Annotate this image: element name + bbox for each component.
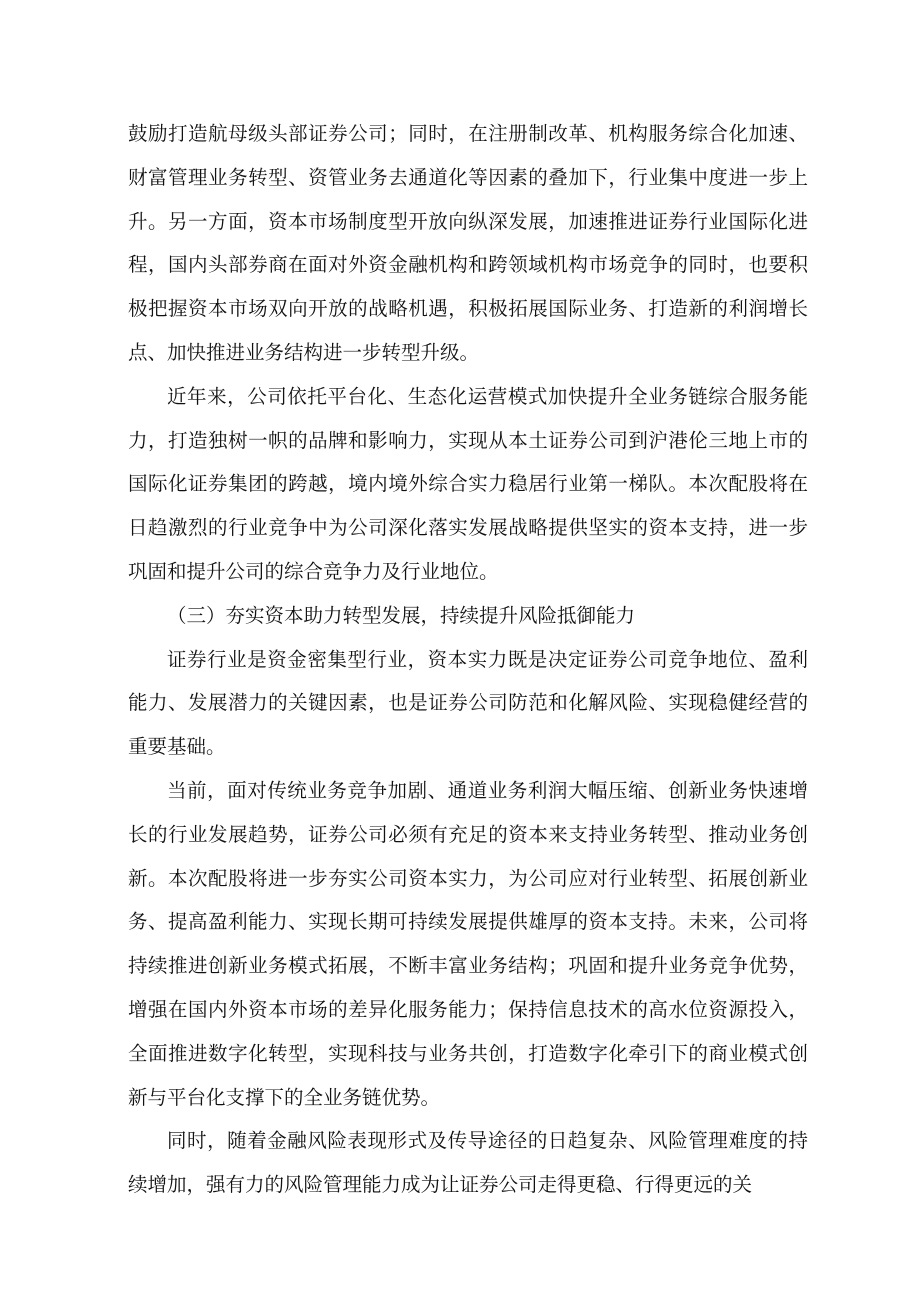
section-heading-capital-risk: （三）夯实资本助力转型发展，持续提升风险抵御能力 [167,603,636,627]
paragraph-business-transformation: 当前，面对传统业务竞争加剧、通道业务利润大幅压缩、创新业务快速增长的行业发展趋势，证券公司必须有充足的资本来支持业务转型、推动业务创新。本次配股将进一步夯实公司资本实力，为公司应对行业转型、拓展创新业务、提高盈利能力、实现长期可持续发展提供雄厚的资本支持。未来，公司将持续推进创新业务模式拓展，不断丰富业务结构；巩固和提升业务竞争优势，增强在国内外资本市场的差异化服务能力；保持信息技术的高水位资源投入，全面推进数字化转型，实现科技与业务共创，打造数字化牵引下的商业模式创新与平台化支撑下的全业务链优势。 [128,778,808,1109]
document-body [128,112,808,1207]
paragraph-company-platform: 近年来，公司依托平台化、生态化运营模式加快提升全业务链综合服务能力，打造独树一帜的品牌和影响力，实现从本土证券公司到沪港伦三地上市的国际化证券集团的跨越，境内境外综合实力稳居行业第一梯队。本次配股将在日趋激烈的行业竞争中为公司深化落实发展战略提供坚实的资本支持，进一步巩固和提升公司的综合竞争力及行业地位。 [128,384,808,583]
paragraph-capital-intensive: 证券行业是资金密集型行业，资本实力既是决定证券公司竞争地位、盈利能力、发展潜力的关键因素，也是证券公司防范和化解风险、实现稳健经营的重要基础。 [128,647,808,759]
paragraph-risk-management: 同时，随着金融风险表现形式及传导途径的日趋复杂、风险管理难度的持续增加，强有力的风险管理能力成为让证券公司走得更稳、行得更远的关 [128,1129,808,1197]
paragraph-industry-concentration: 鼓励打造航母级头部证券公司；同时，在注册制改革、机构服务综合化加速、财富管理业务转型、资管业务去通道化等因素的叠加下，行业集中度进一步上升。另一方面，资本市场制度型开放向纵深发展，加速推进证券行业国际化进程，国内头部券商在面对外资金融机构和跨领域机构市场竞争的同时，也要积极把握资本市场双向开放的战略机遇，积极拓展国际业务、打造新的利润增长点、加快推进业务结构进一步转型升级。 [128,122,808,364]
